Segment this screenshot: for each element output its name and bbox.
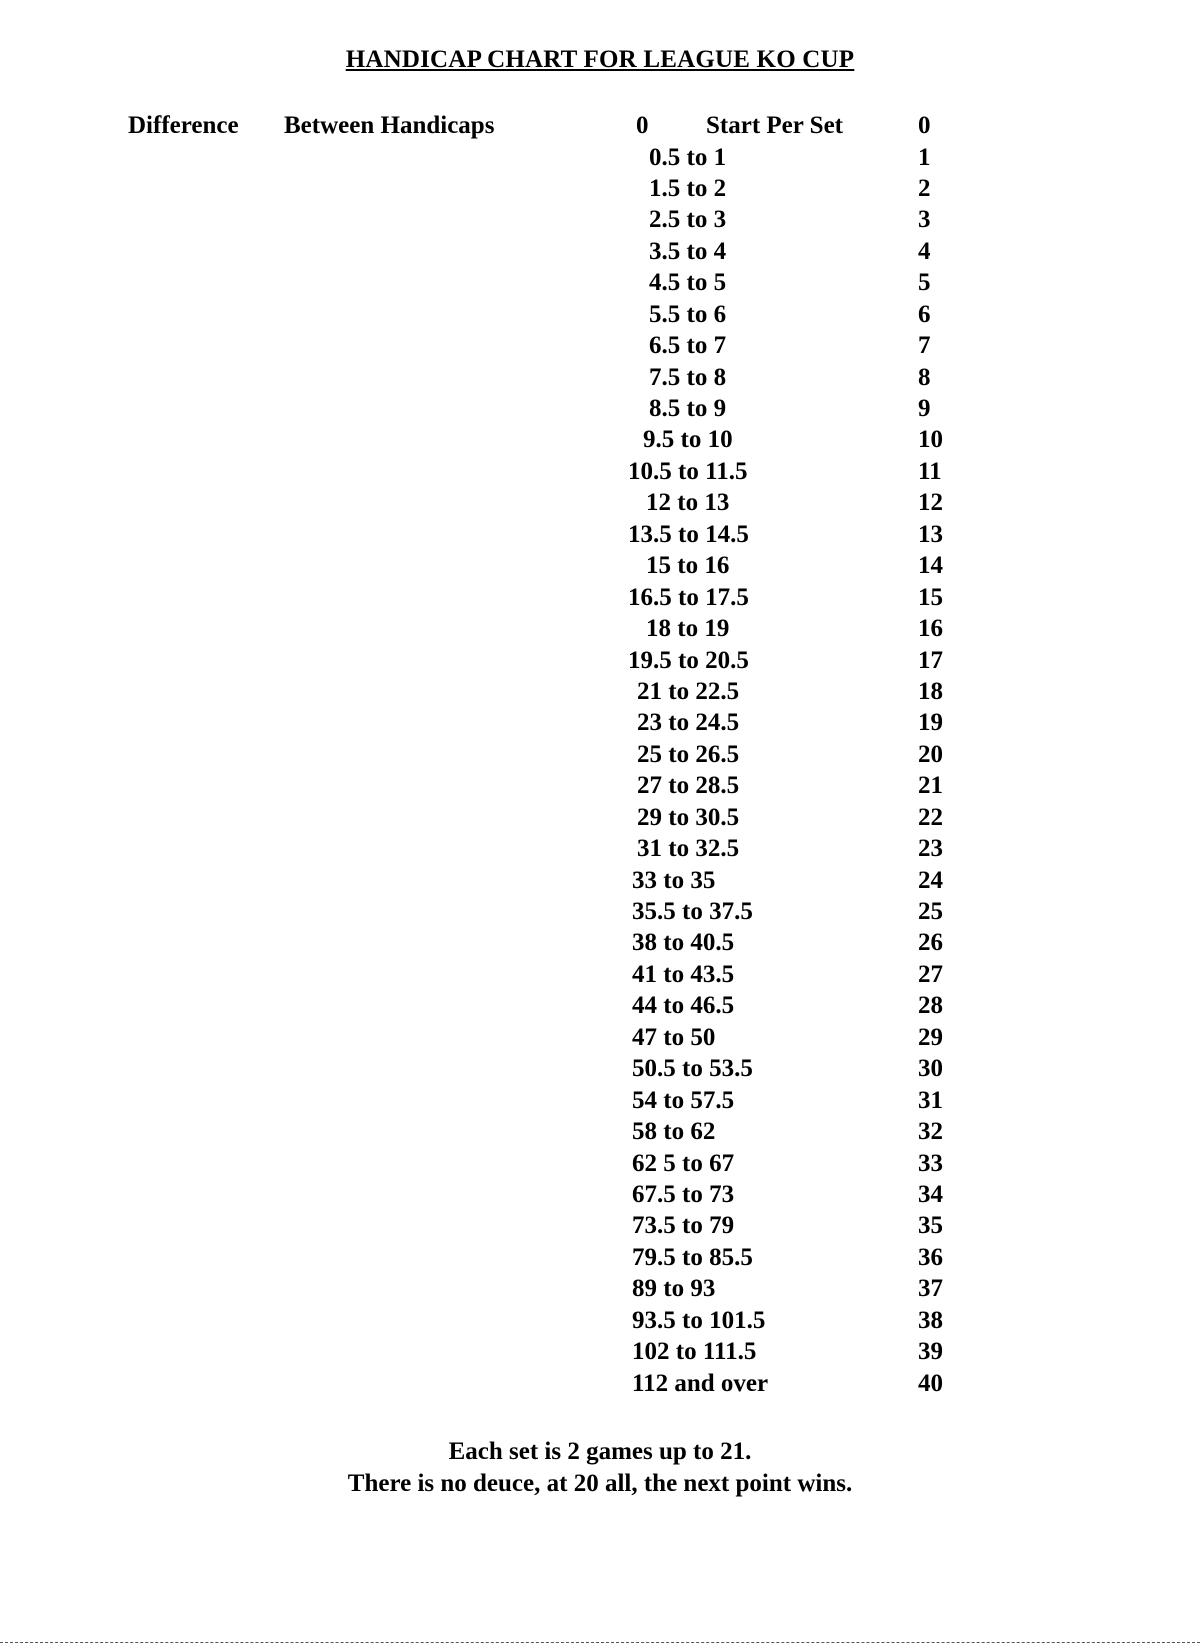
start-cell: 29: [918, 1023, 943, 1051]
start-cell: 23: [918, 835, 943, 863]
start-cell: 39: [918, 1338, 943, 1366]
table-row: [0, 1338, 1200, 1369]
start-cell: 40: [918, 1369, 943, 1397]
start-cell: 18: [918, 677, 943, 705]
range-cell: 102 to 111.5: [632, 1338, 757, 1366]
start-cell: 36: [918, 1243, 943, 1271]
header-between-handicaps: Between Handicaps: [284, 112, 495, 139]
start-cell: 9: [918, 395, 931, 422]
range-cell: 93.5 to 101.5: [632, 1306, 766, 1334]
footer-notes: [0, 1436, 1200, 1500]
start-cell: 27: [918, 960, 943, 988]
range-cell: 13.5 to 14.5: [628, 520, 749, 548]
range-cell: 25 to 26.5: [637, 740, 740, 768]
table-row: [0, 1024, 1200, 1055]
start-cell: 13: [918, 520, 943, 548]
table-row: [0, 552, 1200, 583]
table-row: [0, 238, 1200, 269]
table-row: [0, 1181, 1200, 1212]
range-cell: 3.5 to 4: [649, 237, 727, 265]
table-row: [0, 835, 1200, 866]
table-row: [0, 426, 1200, 457]
table-row: [0, 992, 1200, 1023]
range-cell: 6.5 to 7: [649, 332, 727, 360]
range-cell: 112 and over: [632, 1369, 769, 1397]
table-row: [0, 1150, 1200, 1181]
table-row: [0, 741, 1200, 772]
start-cell: 32: [918, 1118, 943, 1146]
start-cell: 15: [918, 583, 943, 611]
table-row: [0, 144, 1200, 175]
range-cell: 18 to 19: [646, 615, 730, 643]
start-cell: 35: [918, 1212, 943, 1240]
start-cell: 7: [918, 332, 931, 360]
range-cell: 35.5 to 37.5: [632, 898, 753, 925]
start-cell: 33: [918, 1149, 943, 1177]
range-cell: 16.5 to 17.5: [628, 583, 749, 611]
table-row: [0, 867, 1200, 898]
header-first-value: 0: [918, 112, 931, 139]
range-cell: 33 to 35: [632, 866, 716, 894]
start-cell: 12: [918, 489, 943, 517]
table-row: [0, 458, 1200, 489]
table-row: [0, 395, 1200, 426]
table-row: [0, 489, 1200, 520]
table-row: [0, 364, 1200, 395]
range-cell: 5.5 to 6: [649, 300, 727, 328]
range-cell: 0.5 to 1: [649, 143, 727, 171]
start-cell: 28: [918, 992, 943, 1020]
table-row: [0, 772, 1200, 803]
range-cell: 54 to 57.5: [632, 1086, 735, 1114]
start-cell: 21: [918, 772, 943, 800]
start-cell: 3: [918, 206, 931, 234]
range-cell: 58 to 62: [632, 1118, 716, 1146]
range-cell: 73.5 to 79: [632, 1212, 735, 1240]
page-bottom-rule: [0, 1642, 1200, 1643]
table-row: [0, 1212, 1200, 1243]
table-row: [0, 1055, 1200, 1086]
table-row: [0, 584, 1200, 615]
range-cell: 50.5 to 53.5: [632, 1055, 753, 1083]
range-cell: 10.5 to 11.5: [628, 457, 748, 485]
table-row: [0, 804, 1200, 835]
page-title: HANDICAP CHART FOR LEAGUE KO CUP: [345, 46, 855, 73]
start-cell: 5: [918, 269, 931, 297]
footer-line-1: Each set is 2 games up to 21.: [448, 1438, 752, 1465]
start-cell: 4: [918, 237, 931, 265]
start-cell: 17: [918, 646, 943, 674]
table-row: [0, 647, 1200, 678]
table-row: [0, 678, 1200, 709]
range-cell: 4.5 to 5: [649, 269, 727, 297]
table-row: [0, 961, 1200, 992]
range-cell: 15 to 16: [646, 552, 730, 580]
start-cell: 37: [918, 1275, 943, 1303]
range-cell: 47 to 50: [632, 1023, 716, 1051]
range-cell: 29 to 30.5: [637, 803, 740, 831]
start-cell: 24: [918, 866, 943, 894]
table-row: [0, 1275, 1200, 1306]
table-row: [0, 1370, 1200, 1401]
start-cell: 30: [918, 1055, 943, 1083]
start-cell: 38: [918, 1306, 943, 1334]
table-row: [0, 175, 1200, 206]
start-cell: 22: [918, 803, 943, 831]
table-row: [0, 1244, 1200, 1275]
start-cell: 11: [918, 457, 942, 485]
range-cell: 38 to 40.5: [632, 929, 735, 957]
table-row: [0, 615, 1200, 646]
range-cell: 2.5 to 3: [649, 206, 727, 234]
range-cell: 67.5 to 73: [632, 1180, 735, 1208]
start-cell: 25: [918, 898, 943, 925]
table-row: [0, 709, 1200, 740]
range-cell: 79.5 to 85.5: [632, 1243, 753, 1271]
start-cell: 8: [918, 363, 931, 391]
start-cell: 20: [918, 740, 943, 768]
range-cell: 12 to 13: [646, 489, 730, 517]
start-cell: 6: [918, 300, 931, 328]
start-cell: 34: [918, 1180, 943, 1208]
table-row: [0, 1118, 1200, 1149]
range-cell: 1.5 to 2: [649, 174, 727, 202]
start-cell: 1: [918, 143, 931, 171]
table-row: [0, 521, 1200, 552]
table-row: [0, 269, 1200, 300]
range-cell: 41 to 43.5: [632, 960, 735, 988]
range-cell: 89 to 93: [632, 1275, 716, 1303]
range-cell: 23 to 24.5: [637, 709, 740, 737]
range-cell: 8.5 to 9: [649, 395, 727, 422]
range-cell: 62 5 to 67: [632, 1149, 735, 1177]
start-cell: 26: [918, 929, 943, 957]
start-cell: 16: [918, 615, 943, 643]
table-row: [0, 1307, 1200, 1338]
range-cell: 7.5 to 8: [649, 363, 727, 391]
table-row: [0, 929, 1200, 960]
footer-line-2: There is no deuce, at 20 all, the next point wins.: [347, 1470, 853, 1497]
table-row: [0, 206, 1200, 237]
start-cell: 14: [918, 552, 943, 580]
handicap-table: [0, 144, 1200, 1402]
range-cell: 21 to 22.5: [637, 677, 740, 705]
header-difference: Difference: [128, 112, 239, 139]
range-cell: 31 to 32.5: [637, 835, 740, 863]
start-cell: 31: [918, 1086, 943, 1114]
start-cell: 2: [918, 174, 931, 202]
range-cell: 27 to 28.5: [637, 772, 740, 800]
table-row: [0, 332, 1200, 363]
header-first-range: 0: [636, 112, 649, 139]
range-cell: 19.5 to 20.5: [628, 646, 749, 674]
range-cell: 44 to 46.5: [632, 992, 735, 1020]
table-row: [0, 1087, 1200, 1118]
header-start-per-set: Start Per Set: [706, 112, 843, 139]
table-row: [0, 898, 1200, 929]
table-row: [0, 301, 1200, 332]
start-cell: 10: [918, 426, 943, 454]
start-cell: 19: [918, 709, 943, 737]
range-cell: 9.5 to 10: [643, 426, 733, 454]
